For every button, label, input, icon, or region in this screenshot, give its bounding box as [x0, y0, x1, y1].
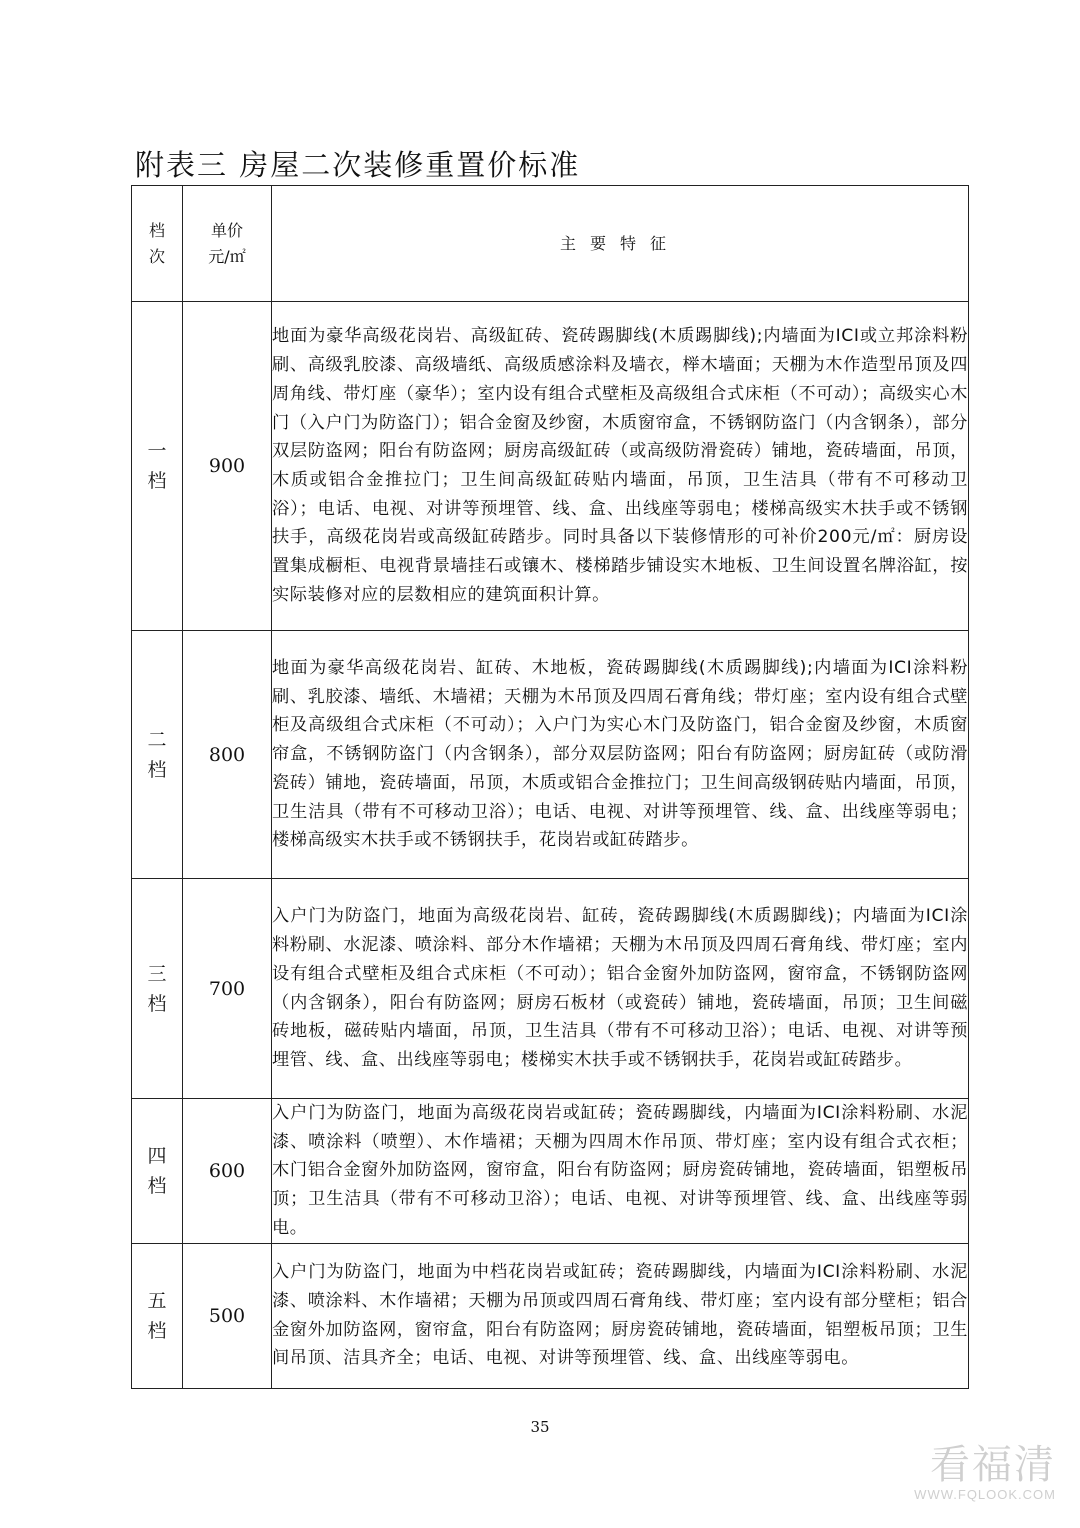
table-header-row — [132, 186, 969, 302]
grade-number: 四 — [147, 1144, 167, 1167]
grade-number: 二 — [147, 728, 167, 751]
grade-number: 一 — [147, 440, 167, 462]
grade-cell — [132, 1243, 183, 1388]
description-cell: 地面为豪华高级花岗岩、缸砖、木地板，瓷砖踢脚线(木质踢脚线);内墙面为ICI涂料粉刷、乳胶漆、墙纸、木墙裙；天棚为木吊顶及四周石膏角线；带灯座；室内设有组合式壁柜及高级组合式床柜（不可动）；入户门为实心木门及防盗门，铝合金窗及纱窗，木质窗帘盒，不锈钢防盗门（内含钢条），部分双层防盗网；阳台有防盗网；厨房缸砖（或防滑瓷砖）铺地，瓷砖墙面，吊顶，木质或铝合金推拉门；卫生间高级钢砖贴内墙面，吊顶，卫生洁具（带有不可移动卫浴）；电话、电视、对讲等预埋管、线、盒、出线座等弱电；楼梯高级实木扶手或不锈钢扶手，花岗岩或缸砖踏步。 — [272, 631, 969, 879]
price-cell: 500 — [183, 1243, 272, 1388]
table-row — [132, 879, 969, 1099]
header-price-line-1: 单价 — [210, 220, 243, 240]
decoration-price-table — [131, 185, 969, 1389]
watermark-logo: 看福清 — [930, 1442, 1056, 1488]
price-cell: 600 — [183, 1099, 272, 1244]
page-title: 附表三 房屋二次装修重置价标准 — [135, 148, 581, 182]
description-cell: 入户门为防盗门，地面为高级花岗岩或缸砖；瓷砖踢脚线，内墙面为ICI涂料粉刷、水泥漆、喷涂料（喷塑）、木作墙裙；天棚为四周木作吊顶、带灯座；室内设有组合式衣柜；木门铝合金窗外加防盗网，窗帘盒，阳台有防盗网；厨房瓷砖铺地，瓷砖墙面，铝塑板吊顶；卫生洁具（带有不可移动卫浴）；电话、电视、对讲等预埋管、线、盒、出线座等弱电。 — [272, 1099, 969, 1244]
header-feature-label: 主要特征 — [559, 233, 680, 253]
watermark — [914, 1443, 1056, 1502]
header-grade — [132, 186, 183, 302]
header-main-features — [272, 186, 969, 302]
table-row — [132, 631, 969, 879]
description-cell: 入户门为防盗门，地面为中档花岗岩或缸砖；瓷砖踢脚线，内墙面为ICI涂料粉刷、水泥漆、喷涂料、木作墙裙；天棚为吊顶或四周石膏角线、带灯座；室内设有部分壁柜；铝合金窗外加防盗网，窗帘盒，阳台有防盗网；厨房瓷砖铺地，瓷砖墙面，铝塑板吊顶；卫生间吊顶、洁具齐全；电话、电视、对讲等预埋管、线、盒、出线座等弱电。 — [272, 1243, 969, 1388]
grade-suffix: 档 — [147, 1319, 167, 1342]
grade-suffix: 档 — [147, 470, 167, 492]
grade-suffix: 档 — [147, 992, 167, 1015]
header-grade-line-1: 档 — [148, 220, 165, 240]
header-unit-price — [183, 186, 272, 302]
header-grade-line-2: 次 — [148, 246, 165, 266]
grade-cell — [132, 879, 183, 1099]
grade-suffix: 档 — [147, 1174, 167, 1197]
price-cell: 900 — [183, 302, 272, 631]
grade-cell — [132, 1099, 183, 1244]
page-number: 35 — [530, 1418, 550, 1436]
grade-cell — [132, 631, 183, 879]
description-cell: 地面为豪华高级花岗岩、高级缸砖、瓷砖踢脚线(木质踢脚线);内墙面为ICI或立邦涂料粉刷、高级乳胶漆、高级墙纸、高级质感涂料及墙衣，榉木墙面；天棚为木作造型吊顶及四周角线、带灯座（豪华）；室内设有组合式壁柜及高级组合式床柜（不可动）；高级实心木门（入户门为防盗门）；铝合金窗及纱窗，木质窗帘盒，不锈钢防盗门（内含钢条），部分双层防盗网；阳台有防盗网；厨房高级缸砖（或高级防滑瓷砖）铺地，瓷砖墙面，吊顶，木质或铝合金推拉门；卫生间高级缸砖贴内墙面，吊顶，卫生洁具（带有不可移动卫浴）；电话、电视、对讲等预埋管、线、盒、出线座等弱电；楼梯高级实木扶手或不锈钢扶手，高级花岗岩或高级缸砖踏步。同时具备以下装修情形的可补价200元/㎡：厨房设置集成橱柜、电视背景墙挂石或镶木、楼梯踏步铺设实木地板、卫生间设置名牌浴缸，按实际装修对应的层数相应的建筑面积计算。 — [272, 302, 969, 631]
header-price-line-2: 元/㎡ — [208, 246, 246, 266]
price-cell: 800 — [183, 631, 272, 879]
grade-number: 三 — [147, 962, 167, 985]
grade-suffix: 档 — [147, 758, 167, 781]
watermark-url: WWW.FQLOOK.COM — [914, 1487, 1056, 1502]
grade-number: 五 — [147, 1289, 167, 1312]
price-cell: 700 — [183, 879, 272, 1099]
table-row — [132, 1243, 969, 1388]
table-row — [132, 302, 969, 631]
table-row — [132, 1099, 969, 1244]
grade-cell — [132, 302, 183, 631]
description-cell: 入户门为防盗门，地面为高级花岗岩、缸砖，瓷砖踢脚线(木质踢脚线)；内墙面为ICI涂料粉刷、水泥漆、喷涂料、部分木作墙裙；天棚为木吊顶及四周石膏角线、带灯座；室内设有组合式壁柜及组合式床柜（不可动）；铝合金窗外加防盗网，窗帘盒，不锈钢防盗网（内含钢条），阳台有防盗网；厨房石板材（或瓷砖）铺地，瓷砖墙面，吊顶；卫生间磁砖地板，磁砖贴内墙面，吊顶，卫生洁具（带有不可移动卫浴）；电话、电视、对讲等预埋管、线、盒、出线座等弱电；楼梯实木扶手或不锈钢扶手，花岗岩或缸砖踏步。 — [272, 879, 969, 1099]
